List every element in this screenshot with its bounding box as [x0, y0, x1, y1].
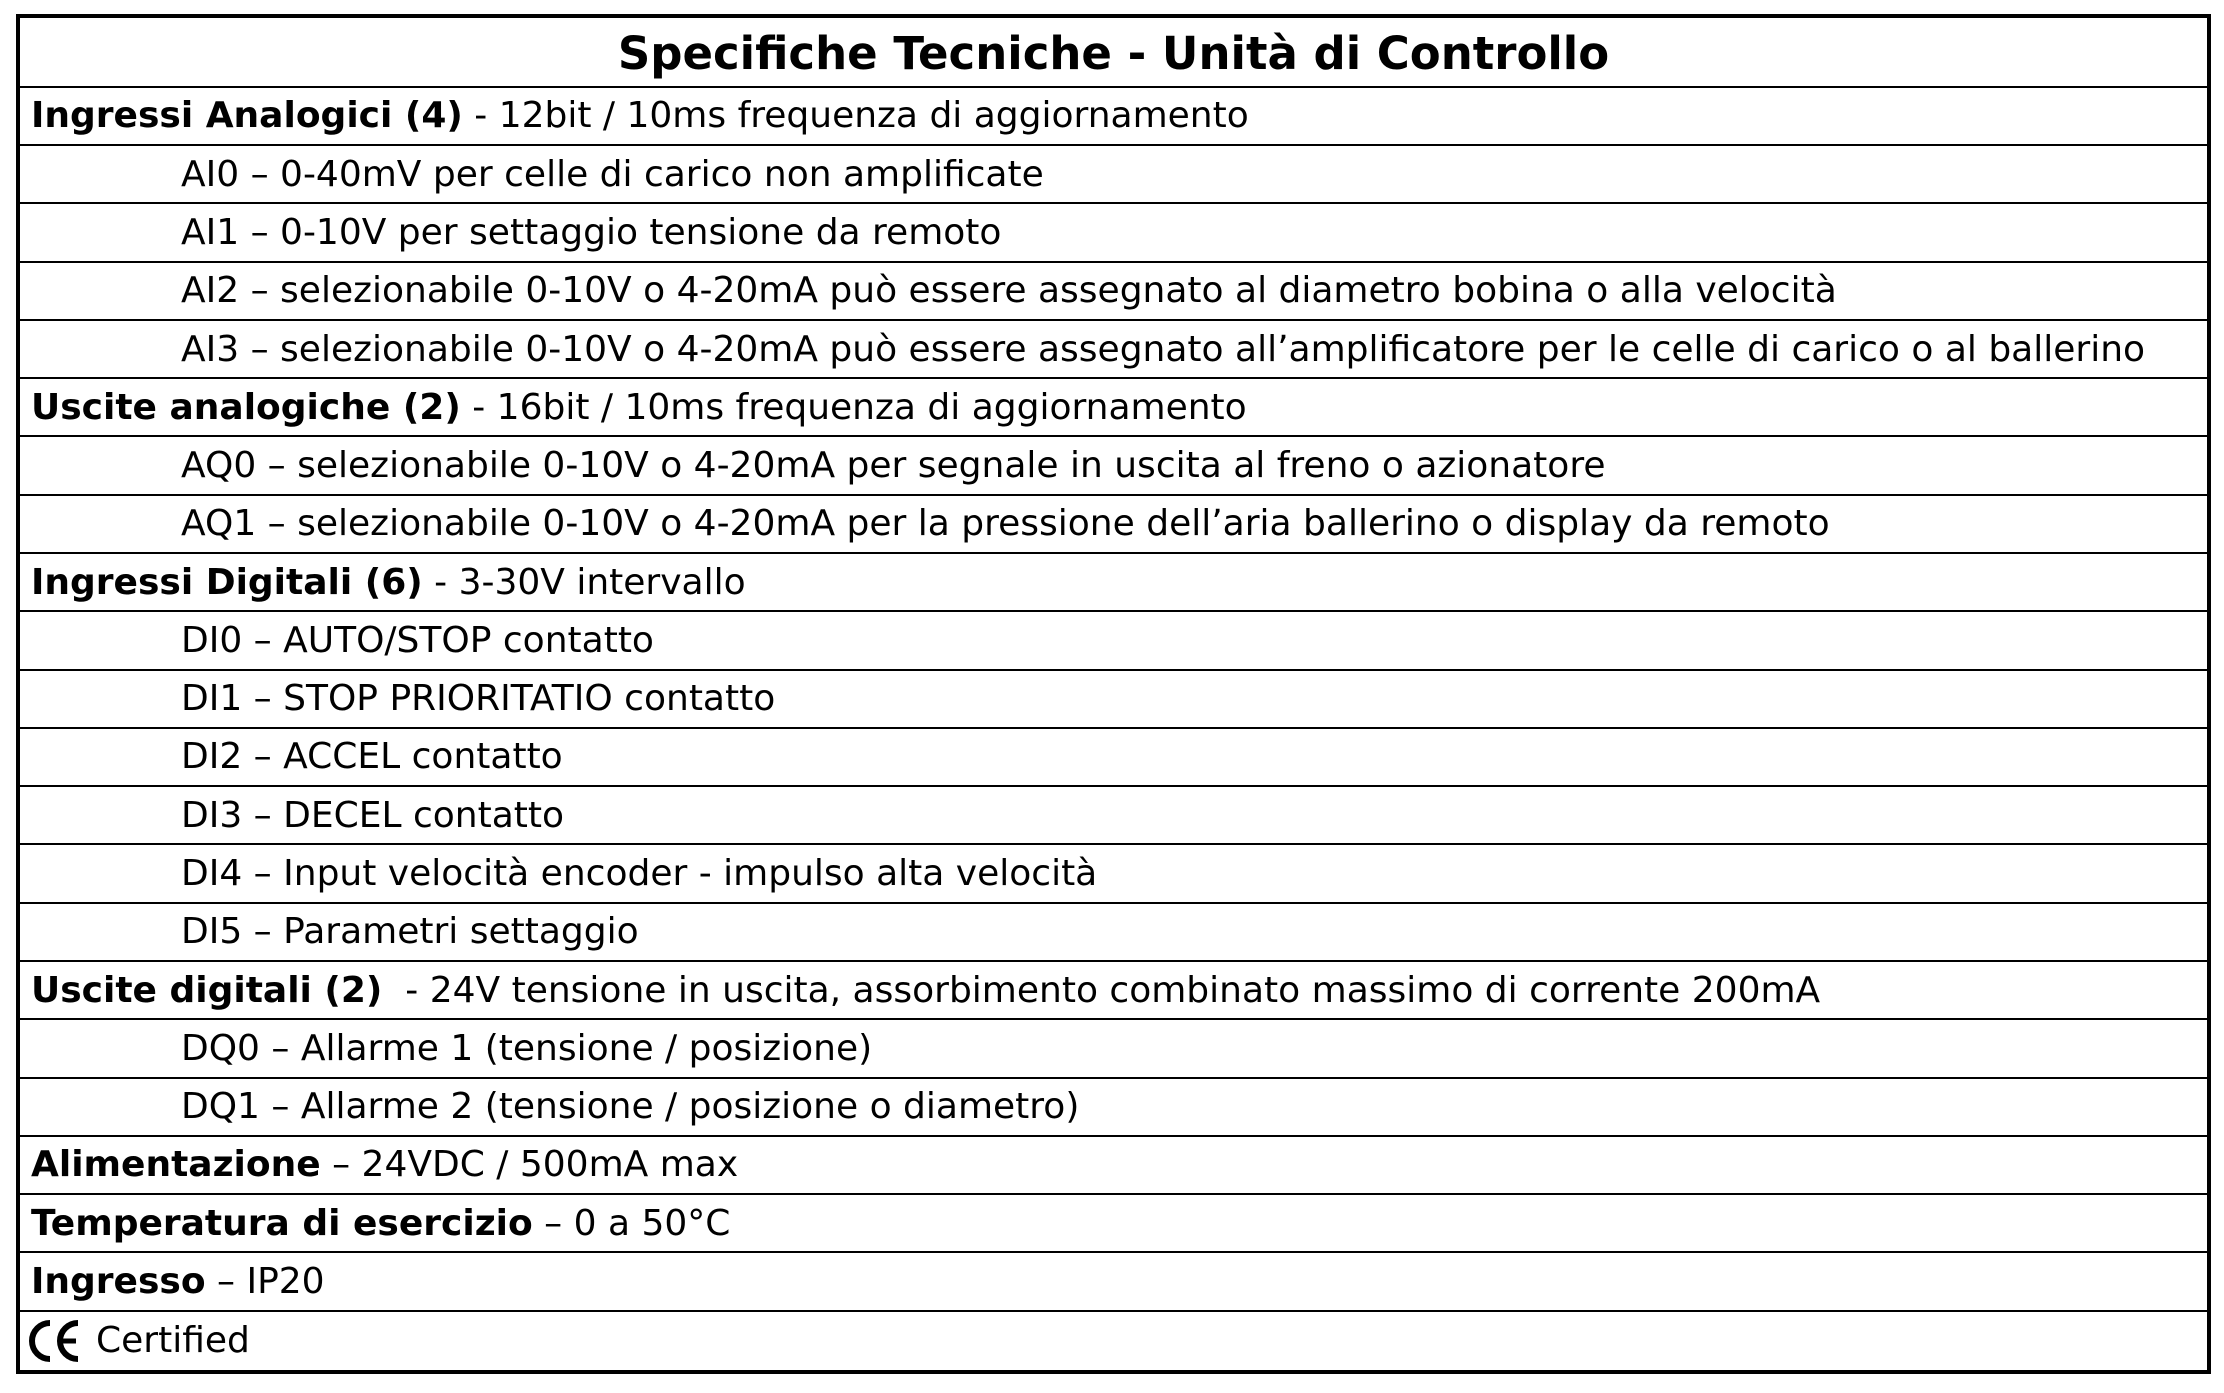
certification-label: Certified: [96, 1320, 250, 1362]
section-heading: Alimentazione: [31, 1144, 321, 1186]
spec-item-aq0: AQ0 – selezionabile 0-10V o 4-20mA per segnale in uscita al freno o azionatore: [20, 437, 2207, 495]
section-description: – IP20: [205, 1261, 325, 1303]
section-analog-inputs: [20, 88, 2207, 146]
section-heading: Uscite analogiche (2): [31, 386, 461, 428]
section-description: - 12bit / 10ms frequenza di aggiornamento: [462, 95, 1249, 137]
section-digital-inputs: [20, 554, 2207, 612]
section-description: – 0 a 50°C: [532, 1202, 731, 1244]
section-certification: [20, 1312, 2207, 1370]
spec-item-dq1: DQ1 – Allarme 2 (tensione / posizione o diametro): [20, 1079, 2207, 1137]
section-heading: Uscite digitali (2): [31, 969, 383, 1011]
spec-item-di4: DI4 – Input velocità encoder - impulso alta velocità: [20, 845, 2207, 903]
section-heading: Temperatura di esercizio: [31, 1202, 533, 1244]
spec-item-ai1: AI1 – 0-10V per settaggio tensione da remoto: [20, 204, 2207, 262]
spec-table: [16, 14, 2211, 1374]
spec-item-di3: DI3 – DECEL contatto: [20, 787, 2207, 845]
section-heading: Ingressi Digitali (6): [31, 561, 423, 603]
section-protection: [20, 1253, 2207, 1311]
spec-item-di2: DI2 – ACCEL contatto: [20, 729, 2207, 787]
section-description: - 16bit / 10ms frequenza di aggiornamento: [460, 386, 1247, 428]
section-description: - 3-30V intervallo: [422, 561, 746, 603]
section-analog-outputs: [20, 379, 2207, 437]
spec-item-di0: DI0 – AUTO/STOP contatto: [20, 612, 2207, 670]
ce-mark-icon: [26, 1319, 82, 1363]
spec-item-di5: DI5 – Parametri settaggio: [20, 904, 2207, 962]
spec-item-ai3: AI3 – selezionabile 0-10V o 4-20mA può essere assegnato all’amplificatore per le celle di carico o al ballerino: [20, 321, 2207, 379]
table-title: Specifiche Tecniche - Unità di Controllo: [20, 18, 2207, 88]
section-description: - 24V tensione in uscita, assorbimento combinato massimo di corrente 200mA: [382, 969, 1821, 1011]
spec-item-ai2: AI2 – selezionabile 0-10V o 4-20mA può essere assegnato al diametro bobina o alla velocità: [20, 263, 2207, 321]
spec-item-di1: DI1 – STOP PRIORITATIO contatto: [20, 671, 2207, 729]
section-digital-outputs: [20, 962, 2207, 1020]
section-heading: Ingressi Analogici (4): [31, 95, 463, 137]
spec-item-dq0: DQ0 – Allarme 1 (tensione / posizione): [20, 1020, 2207, 1078]
spec-item-aq1: AQ1 – selezionabile 0-10V o 4-20mA per la pressione dell’aria ballerino o display da remoto: [20, 496, 2207, 554]
section-description: – 24VDC / 500mA max: [320, 1144, 739, 1186]
section-heading: Ingresso: [31, 1261, 206, 1303]
section-power: [20, 1137, 2207, 1195]
spec-item-ai0: AI0 – 0-40mV per celle di carico non amplificate: [20, 146, 2207, 204]
section-temperature: [20, 1195, 2207, 1253]
